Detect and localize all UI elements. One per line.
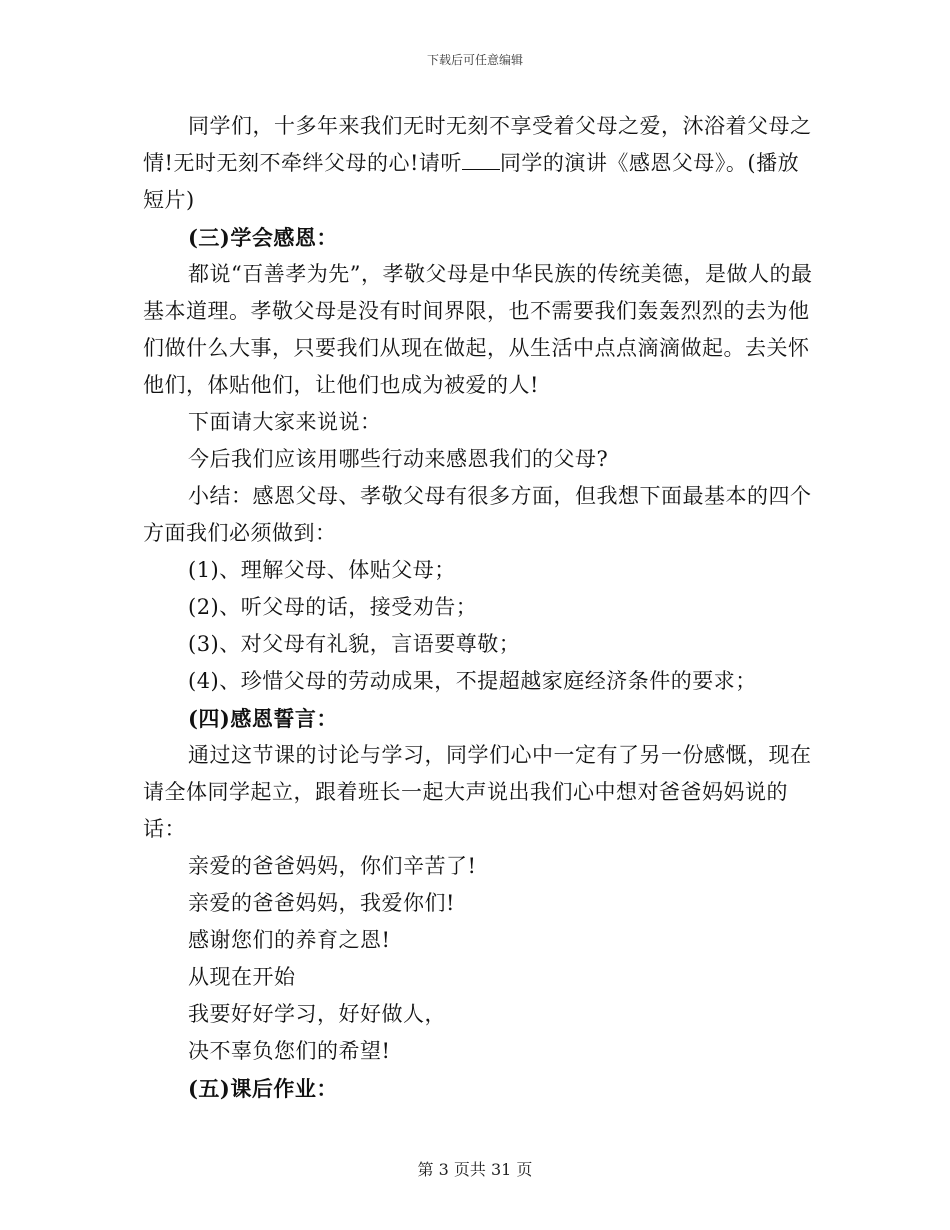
list-item-4: (4)、珍惜父母的劳动成果，不提超越家庭经济条件的要求； <box>188 669 757 693</box>
page-number-footer: 第 3 页共 31 页 <box>417 1160 533 1179</box>
oath-line-4: 从现在开始 <box>188 965 296 989</box>
list-item-1: (1)、理解父母、体贴父母； <box>188 558 456 582</box>
section-heading-3: (三)学会感恩： <box>188 225 338 250</box>
document-body <box>143 108 813 1107</box>
paragraph-filial-piety: 都说“百善孝为先”，孝敬父母是中华民族的传统美德，是做人的最基本道理。孝敬父母是没有时间界限，也不需要我们轰轰烈烈的去为他们做什么大事，只要我们从现在做起，从生活中点点滴滴做起。去关怀他们，体贴他们，让他们也成为被爱的人! <box>143 262 813 397</box>
paragraph-discuss: 下面请大家来说说： <box>188 410 382 434</box>
list-item-3: (3)、对父母有礼貌，言语要尊敬； <box>188 632 521 656</box>
oath-line-3: 感谢您们的养育之恩! <box>188 928 391 952</box>
section-heading-5: (五)课后作业： <box>188 1076 338 1101</box>
paragraph-summary: 小结：感恩父母、孝敬父母有很多方面，但我想下面最基本的四个方面我们必须做到： <box>143 484 812 545</box>
paragraph-oath-intro: 通过这节课的讨论与学习，同学们心中一定有了另一份感慨，现在请全体同学起立，跟着班长一起大声说出我们心中想对爸爸妈妈说的话： <box>143 743 812 841</box>
oath-line-6: 决不辜负您们的希望! <box>188 1039 391 1063</box>
paragraph-question: 今后我们应该用哪些行动来感恩我们的父母? <box>188 447 609 471</box>
oath-line-1: 亲爱的爸爸妈妈，你们辛苦了! <box>188 854 477 878</box>
intro-text-after: 同学的演讲《感恩父母》。(播放短片) <box>143 151 800 212</box>
oath-line-5: 我要好好学习，好好做人， <box>188 1002 446 1026</box>
blank-line <box>462 151 500 170</box>
oath-line-2: 亲爱的爸爸妈妈，我爱你们! <box>188 891 455 915</box>
page-header-note: 下载后可任意编辑 <box>426 53 523 67</box>
section-heading-4: (四)感恩誓言： <box>188 706 338 731</box>
paragraph-intro <box>143 108 813 219</box>
intro-text: 同学们，十多年来我们无时无刻不享受着父母之爱，沐浴着父母之情!无时无刻不牵绊父母的心!请听 <box>143 114 812 175</box>
list-item-2: (2)、听父母的话，接受劝告； <box>188 595 478 619</box>
